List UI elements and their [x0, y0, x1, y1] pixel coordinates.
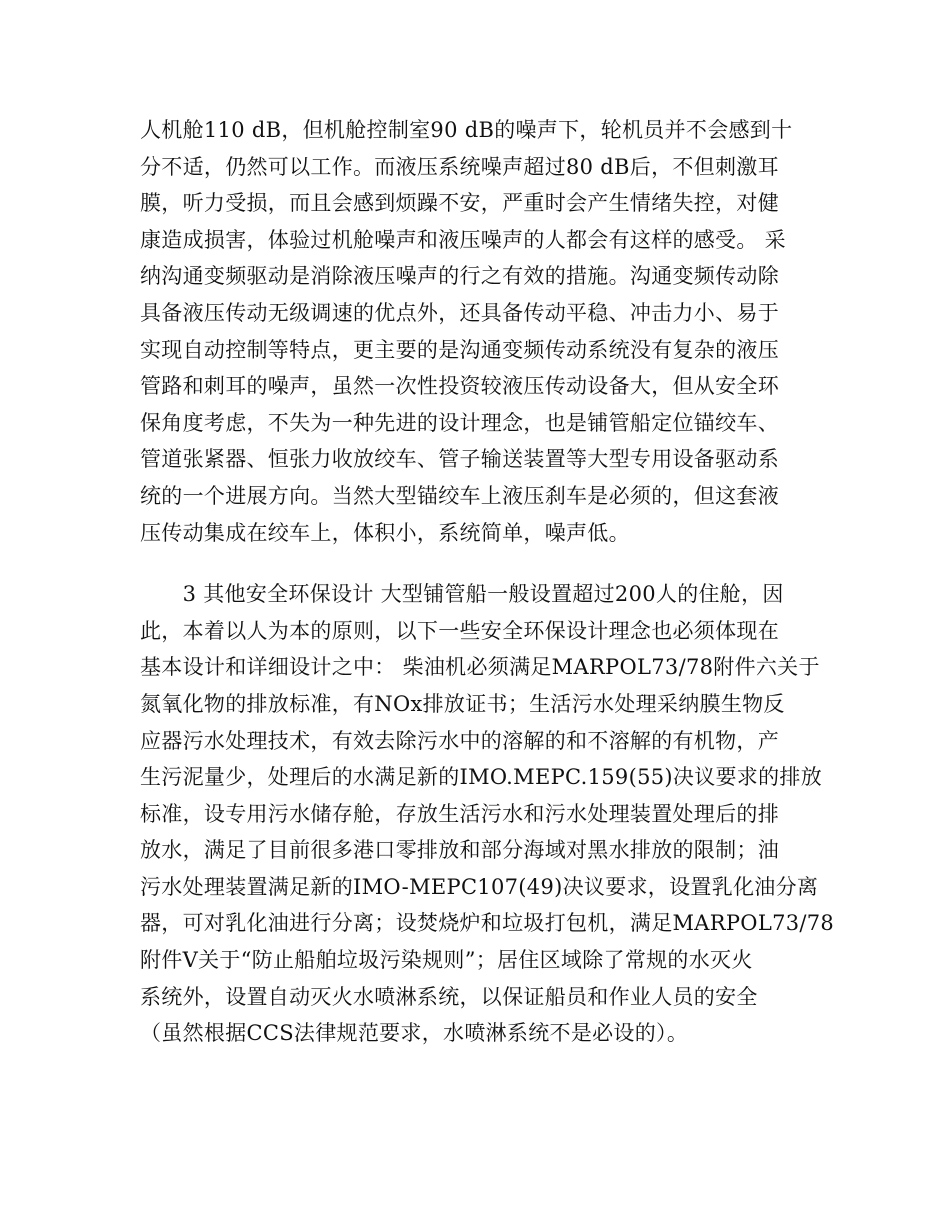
text-line: 保角度考虑，不失为一种先进的设计理念，也是铺管船定位锚绞车、: [140, 410, 779, 435]
text-line: 器，可对乳化油进行分离；设焚烧炉和垃圾打包机，满足MARPOL73/78: [140, 911, 835, 936]
text-line: 康造成损害，体验过机舱噪声和液压噪声的人都会有这样的感受。 采: [140, 227, 786, 252]
text-line: 实现自动控制等特点，更主要的是沟通变频传动系统没有复杂的液压: [140, 337, 779, 362]
text-line: 生污泥量少，处理后的水满足新的IMO.MEPC.159(55)决议要求的排放: [140, 765, 823, 790]
text-line: 此，本着以人为本的原则，以下一些安全环保设计理念也必须体现在: [140, 618, 779, 643]
text-line: 污水处理装置满足新的IMO-MEPC107(49)决议要求，设置乳化油分离: [140, 874, 819, 899]
paragraph-safety-environmental-design: [140, 576, 835, 1052]
text-line: 人机舱110 dB，但机舱控制室90 dB的噪声下，轮机员并不会感到十: [140, 118, 793, 142]
text-line: 管道张紧器、恒张力收放绞车、管子输送装置等大型专用设备驱动系: [140, 447, 779, 472]
text-line: 标准，设专用污水储存舱，存放生活污水和污水处理装置处理后的排: [140, 801, 779, 826]
text-line: 氮氧化物的排放标准，有NOx排放证书；生活污水处理采纳膜生物反: [140, 691, 785, 716]
text-line: 应器污水处理技术，有效去除污水中的溶解的和不溶解的有机物，产: [140, 728, 779, 753]
text-line: 统的一个进展方向。当然大型锚绞车上液压刹车是必须的，但这套液: [140, 483, 779, 508]
text-line: 系统外，设置自动灭火水喷淋系统，以保证船员和作业人员的安全: [140, 984, 758, 1009]
text-line: 基本设计和详细设计之中： 柴油机必须满足MARPOL73/78附件六关于: [140, 655, 820, 680]
paragraph-noise-control: [140, 112, 820, 551]
text-line: 膜，听力受损，而且会感到烦躁不安，严重时会产生情绪失控，对健: [140, 191, 779, 216]
text-line: 纳沟通变频驱动是消除液压噪声的行之有效的措施。沟通变频传动除: [140, 264, 779, 289]
text-line: 放水，满足了目前很多港口零排放和部分海域对黑水排放的限制；油: [140, 838, 779, 863]
text-line: 压传动集成在绞车上，体积小，系统简单，噪声低。: [140, 520, 630, 545]
text-line: 3 其他安全环保设计 大型铺管船一般设置超过200人的住舱，因: [140, 582, 784, 607]
text-line: 附件Ⅴ关于“防止船舶垃圾污染规则”；居住区域除了常规的水灭火: [140, 948, 753, 973]
document-body: [140, 112, 835, 1052]
text-line: （虽然根据CCS法律规范要求，水喷淋系统不是必设的）。: [140, 1021, 689, 1046]
text-line: 管路和刺耳的噪声，虽然一次性投资较液压传动设备大，但从安全环: [140, 374, 779, 399]
text-line: 具备液压传动无级调速的优点外，还具备传动平稳、冲击力小、易于: [140, 300, 779, 325]
text-line: 分不适，仍然可以工作。而液压系统噪声超过80 dB后，不但刺激耳: [140, 154, 779, 179]
